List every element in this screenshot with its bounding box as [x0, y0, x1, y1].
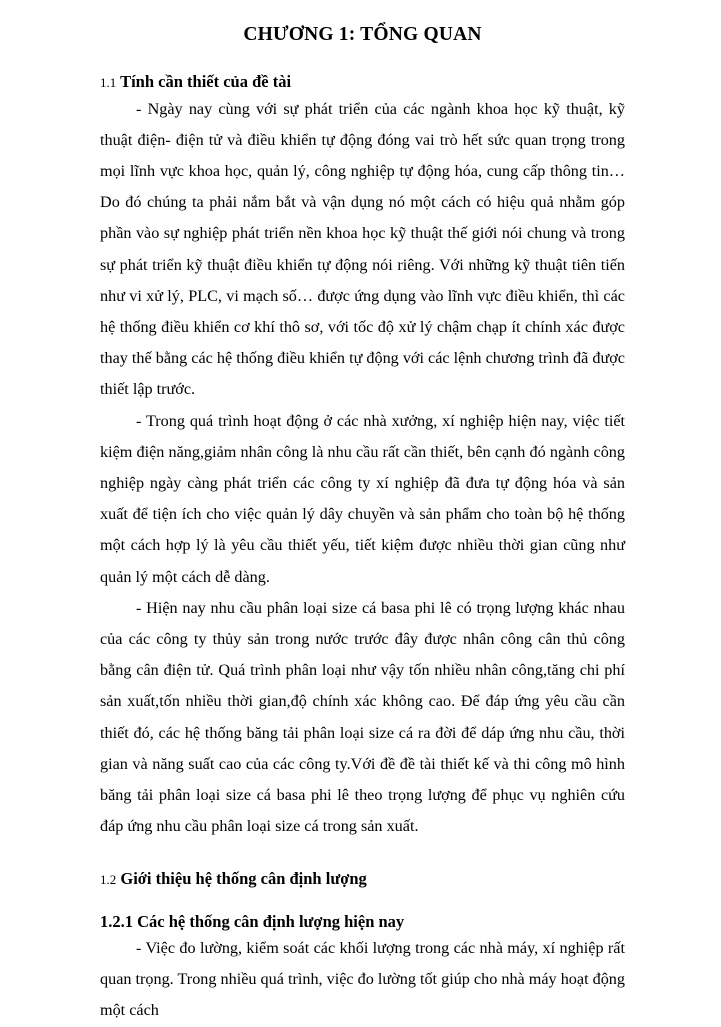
paragraph-3: - Hiện nay nhu cầu phân loại size cá basa phi lê có trọng lượng khác nhau của các công ty thủy sản trong nước trước đây được nhân công cân thủ công bằng cân điện tử. Quá trình phân loại như vậy tốn nhiều nhân công,tăng chi phí sản xuất,tốn nhiều thời gian,độ chính xác không cao. Để đáp ứng yêu cầu cần thiết đó, các hệ thống băng tải phân loại size cá ra đời để dáp ứng nhu cầu, thời gian và năng suất cao của các công ty.Với đề đề tài thiết kế và thi công mô hình băng tải phân loại size cá basa phi lê theo trọng lượng để phục vụ nghiên cứu đáp ứng nhu cầu phân loại size cá trong sản xuất.: [100, 598, 625, 836]
section-title-1-2: Giới thiệu hệ thống cân định lượng: [120, 869, 367, 889]
section-number-1-1: 1.1: [100, 75, 117, 91]
paragraph-2: - Trong quá trình hoạt động ở các nhà xưởng, xí nghiệp hiện nay, việc tiết kiệm điện năng,giảm nhân công là nhu cầu rất cần thiết, bên cạnh đó ngành công nghiệp ngày càng phát triển các công ty xí nghiệp đã đưa tự động hóa và sản xuất để tiện ích cho việc quản lý dây chuyền và sản phẩm cho toàn bộ hệ thống một cách hợp lý là yêu cầu thiết yếu, tiết kiệm được nhiều thời gian cũng như quản lý một cách dễ dàng.: [100, 411, 625, 586]
section-heading-1-1: [100, 71, 625, 93]
section-title-1-2-1: Các hệ thống cân định lượng hiện nay: [137, 911, 405, 931]
section-heading-1-2-1: [100, 911, 625, 933]
paragraph-4: - Việc đo lường, kiểm soát các khối lượng trong các nhà máy, xí nghiệp rất quan trọng. Trong nhiều quá trình, việc đo lường tốt giúp cho nhà máy hoạt động một cách: [100, 939, 625, 1020]
paragraph-1: - Ngày nay cùng với sự phát triển của các ngành khoa học kỹ thuật, kỹ thuật điện- điện tử và điều khiển tự động đóng vai trò hết sức quan trọng trong mọi lĩnh vực khoa học, quản lý, công nghiệp tự động hóa, cung cấp thông tin… Do đó chúng ta phải nắm bắt và vận dụng nó một cách có hiệu quả nhằm góp phần vào sự nghiệp phát triển nền khoa học kỹ thuật thế giới nói chung và trong sự phát triển kỹ thuật điều khiển tự động nói riêng. Với những kỹ thuật tiên tiến như vi xử lý, PLC, vi mạch số… được ứng dụng vào lĩnh vực điều khiển, thì các hệ thống điều khiển cơ khí thô sơ, với tốc độ xử lý chậm chạp ít chính xác được thay thế bằng các hệ thống điều khiển tự động với các lệnh chương trình đã được thiết lập trước.: [100, 99, 625, 399]
section-number-1-2: 1.2: [100, 872, 117, 888]
section-title-1-1: Tính cần thiết của đề tài: [120, 72, 292, 92]
section-heading-1-2: [100, 868, 625, 890]
section-number-1-2-1: 1.2.1: [100, 911, 133, 931]
page-title: CHƯƠNG 1: TỔNG QUAN: [243, 24, 482, 45]
